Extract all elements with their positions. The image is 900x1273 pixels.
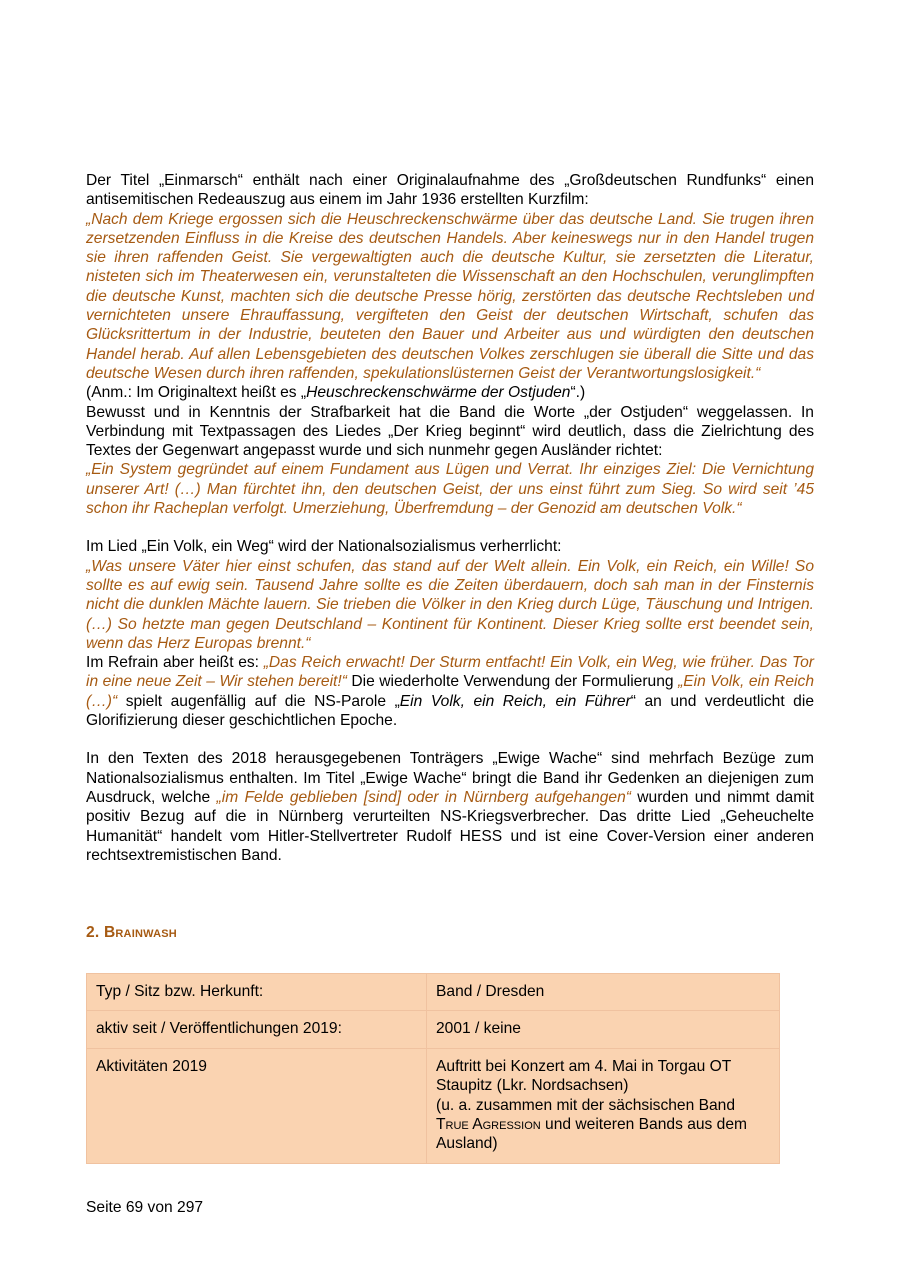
activity-extra-b: und weiteren Bands aus dem Ausland) <box>436 1116 748 1153</box>
section-number: 2. <box>86 924 100 942</box>
refrain-quote: „Das Reich erwacht! Der Sturm entfacht! Ein Volk, ein Weg, wie früher. Das Tor in eine neue Zeit – Wir stehen bereit!“ <box>86 654 814 691</box>
paragraph-refrain <box>86 653 814 730</box>
quote-einmarsch: „Nach dem Kriege ergossen sich die Heuschreckenschwärme über das deutsche Land. Sie trugen ihren zersetzenden Einfluss in die Kreise des deutschen Handels. Aber keineswegs nur in den Handel trugen sie ihren raffenden Geist. Sie vergewaltigten auch die deutsche Kultur, sie zersetzten die Literatur, nisteten sich im Theaterwesen ein, verunstalteten die Wissenschaft an den Hochschulen, verunglimpften die deutsche Kunst, machten sich die deutsche Presse hörig, zerstörten das deutsche Rechtsleben und vernichteten unsere Ehrauffassung, vergifteten den Geist der deutschen Wirtschaft, schufen das Glücksrittertum in der Industrie, beuteten den Bauer und Arbeiter aus und würdigten den deutschen Handel herab. Auf allen Lebensgebieten des deutschen Volkes zerschlugen sie überall die Sitte und das deutsche Wesen durch ihren raffenden, spekulationslüsternen Geist der Verantwortungslosigkeit.“ <box>86 210 814 382</box>
table-row <box>87 1048 780 1163</box>
paragraph-strafbarkeit: Bewusst und in Kenntnis der Strafbarkeit hat die Band die Worte „der Ostjuden“ weggelassen. In Verbindung mit Textpassagen des Liedes „Der Krieg beginnt“ wird deutlich, dass die Zielrichtung des Textes der Gegenwart angepasst wurde und sich nunmehr gegen Ausländer richtet: <box>86 403 814 460</box>
section-heading <box>86 923 814 942</box>
table-label: aktiv seit / Veröffentlichungen 2019: <box>87 1011 427 1048</box>
band-info-table <box>86 973 780 1164</box>
quote-ein-volk: „Was unsere Väter hier einst schufen, das stand auf der Welt allein. Ein Volk, ein Reich, ein Wille! So sollte es auf ewig sein. Tausend Jahre sollte es die Zeiten überdauern, doch sah man in der Finsternis nicht die dunklen Mächte lauern. Sie trieben die Völker in den Krieg durch Lüge, Täuschung und Intrigen. (…) So hetzte man gegen Deutschland – Kontinent für Kontinent. Dieser Krieg sollte erst beendet sein, wenn das Herz Europas brennt.“ <box>86 557 814 652</box>
annotation-italic: Heuschreckenschwärme der Ostjuden <box>306 384 571 402</box>
ewige-wache-text-b: wurden und nimmt damit positiv Bezug auf die in Nürnberg verurteilten NS-Kriegsverbrecher. Das dritte Lied „Geheuchelte Humanität“ handelt vom Hitler-Stellvertreter Rudolf HESS und ist eine Cover-Version einer anderen rechtsextremistischen Band. <box>86 788 815 864</box>
table-row <box>87 1011 780 1048</box>
annotation-pre: (Anm.: Im Originaltext heißt es „ <box>86 384 307 402</box>
annotation <box>86 383 814 402</box>
table-label: Typ / Sitz bzw. Herkunft: <box>87 974 427 1011</box>
refrain-quote-2: „Ein Volk, ein Reich (…)“ <box>86 673 814 710</box>
refrain-text-b: Die wiederholte Verwendung der Formulierung <box>346 673 679 691</box>
table-row <box>87 974 780 1011</box>
paragraph-ein-volk: Im Lied „Ein Volk, ein Weg“ wird der Nationalsozialismus verherrlicht: <box>86 538 562 556</box>
main-text <box>86 171 814 942</box>
refrain-intro: Im Refrain aber heißt es: <box>86 654 264 672</box>
refrain-text-d: “ an und verdeutlicht die Glorifizierung dieser geschichtlichen Epoche. <box>86 692 814 730</box>
annotation-post: “.) <box>570 384 586 402</box>
band-name: True Agression <box>436 1116 541 1134</box>
refrain-text-c: spielt augenfällig auf die NS-Parole „ <box>117 692 400 710</box>
table-label: Aktivitäten 2019 <box>87 1048 427 1163</box>
paragraph-ewige-wache <box>86 749 814 865</box>
paragraph-einmarsch: Der Titel „Einmarsch“ enthält nach einer Originalaufnahme des „Großdeutschen Rundfunks“ einen antisemitischen Redeauszug aus einem im Jahr 1936 erstellten Kurzfilm: <box>86 172 814 209</box>
table-value: Band / Dresden <box>427 974 780 1011</box>
ewige-wache-text-a: In den Texten des 2018 herausgegebenen Tonträgers „Ewige Wache“ sind mehrfach Bezüge zum Nationalsozialismus enthalten. Im Titel „Ewige Wache“ bringt die Band ihr Gedenken an diejenigen zum Ausdruck, welche <box>86 750 814 806</box>
ns-parole: Ein Volk, ein Reich, ein Führer <box>399 692 631 710</box>
activity-text: Auftritt bei Konzert am 4. Mai in Torgau OT Staupitz (Lkr. Nordsachsen) <box>436 1057 731 1095</box>
quote-krieg-beginnt: „Ein System gegründet auf einem Fundament aus Lügen und Verrat. Ihr einziges Ziel: Die Vernichtung unserer Art! (…) Man fürchtet ihn, den deutschen Geist, der uns einst führt zum Sieg. So wird seit ’45 schon ihr Racheplan verfolgt. Umerziehung, Überfremdung – der Genozid am deutschen Volk.“ <box>86 461 814 518</box>
table-value: 2001 / keine <box>427 1011 780 1048</box>
table-value <box>427 1048 780 1163</box>
ewige-wache-quote: „im Felde geblieben [sind] oder in Nürnberg aufgehangen“ <box>216 788 631 806</box>
activity-extra-a: (u. a. zusammen mit der sächsischen Band <box>436 1096 736 1114</box>
page-number: Seite 69 von 297 <box>86 1199 204 1216</box>
section-title: Brainwash <box>103 924 177 942</box>
